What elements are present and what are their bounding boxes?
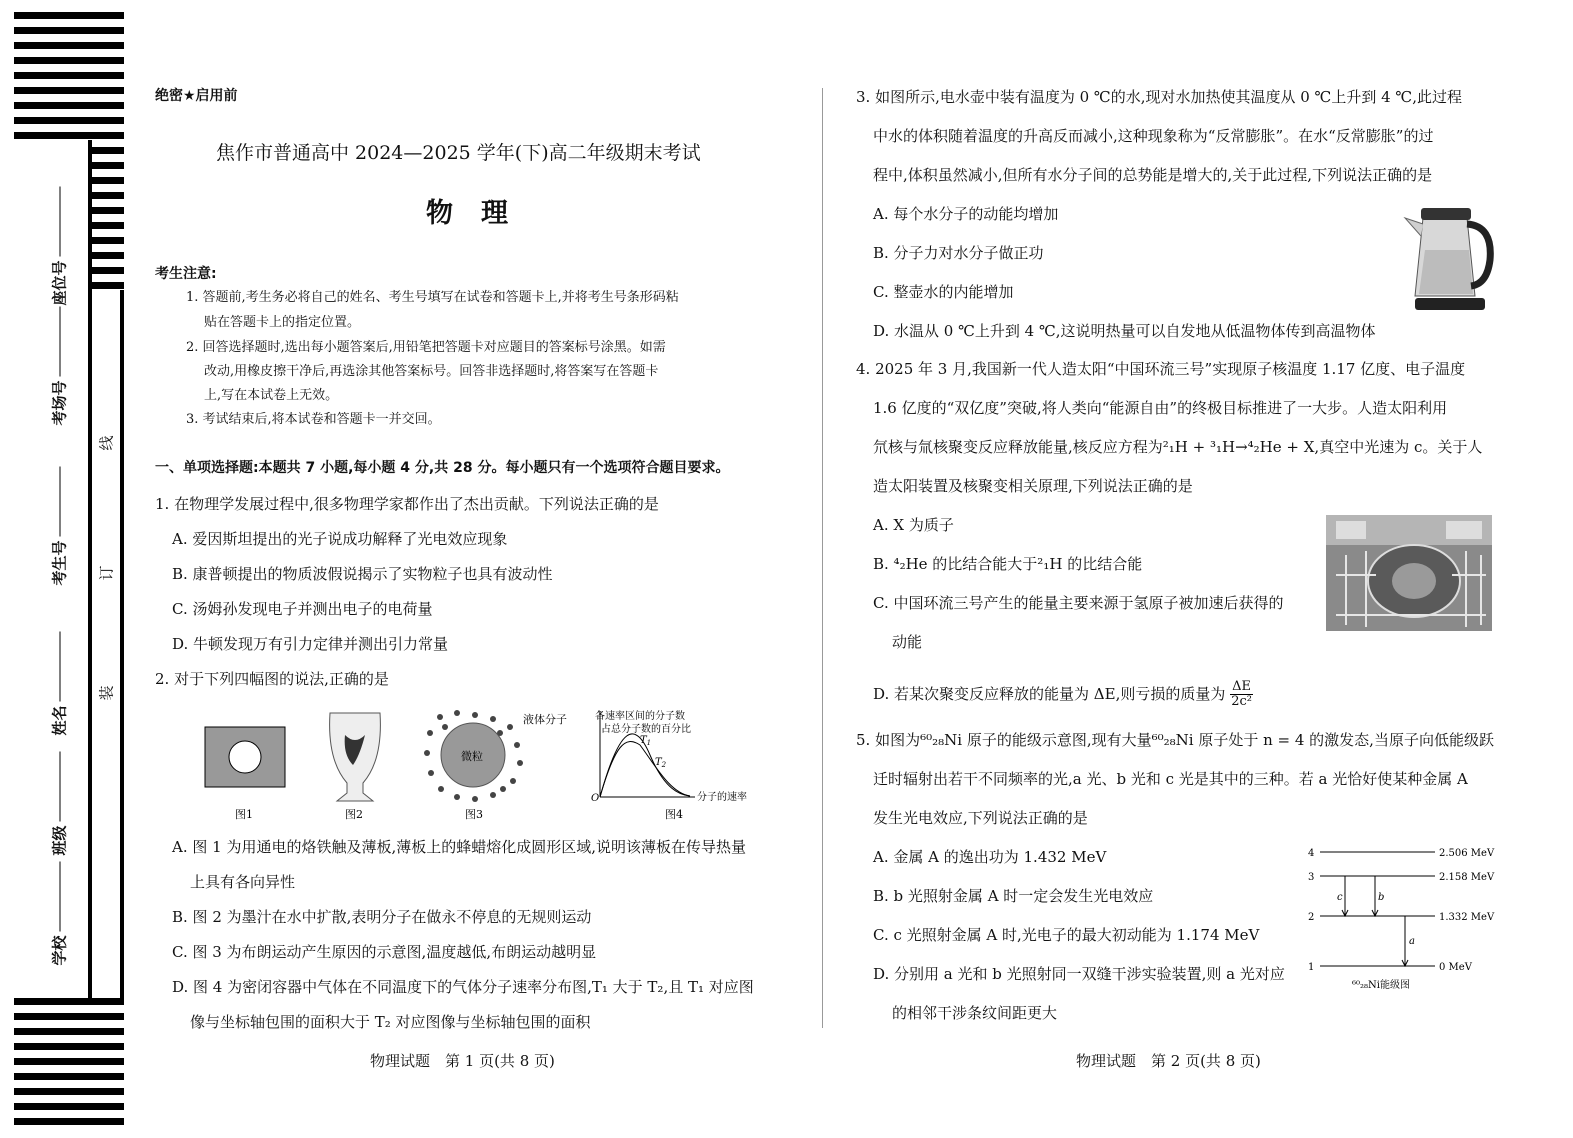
footer-page-2: 物理试题 第 2 页(共 8 页) (1076, 1052, 1261, 1070)
fig4-origin: O (591, 793, 600, 804)
tokamak-image (1326, 515, 1492, 631)
fig4-ylabel-2: 占总分子数的百分比 (601, 724, 691, 735)
transition-b-label: b (1378, 892, 1385, 903)
fig2-label: 图2 (345, 808, 363, 821)
q1-option-c: C. 汤姆孙发现电子并测出电子的电荷量 (172, 600, 433, 618)
binding-mark-line: 线 (97, 435, 116, 451)
section-heading: 一、单项选择题:本题共 7 小题,每小题 4 分,共 28 分。每小题只有一个选项符合题目要求。 (155, 460, 730, 476)
notice-heading: 考生注意: (155, 266, 217, 282)
transition-a-label: a (1409, 936, 1415, 947)
notice-item: 1. 答题前,考生务必将自己的姓名、考生号填写在试卷和答题卡上,并将考生号条形码粘 (186, 290, 679, 305)
notice-item: 贴在答题卡上的指定位置。 (204, 315, 361, 330)
q2-option-d-cont: 像与坐标轴包围的面积大于 T₂ 对应图像与坐标轴包围的面积 (190, 1013, 591, 1031)
secret-label: 绝密★启用前 (155, 88, 238, 104)
field-school: 学校 (49, 856, 70, 966)
q3-option-b: B. 分子力对水分子做正功 (873, 244, 1044, 262)
q5-option-d: D. 分别用 a 光和 b 光照射同一双缝干涉实验装置,则 a 光对应 (873, 965, 1285, 983)
q5-option-c: C. c 光照射金属 A 时,光电子的最大初动能为 1.174 MeV (873, 926, 1260, 944)
q4-option-a: A. X 为质子 (873, 516, 954, 534)
level-n-1: 1 (1308, 962, 1315, 973)
q3-option-a: A. 每个水分子的动能均增加 (873, 205, 1059, 223)
fig3-molecule-label: 液体分子 (523, 713, 567, 726)
q3-option-c: C. 整壶水的内能增加 (873, 283, 1014, 301)
level-n-4: 4 (1308, 848, 1315, 859)
column-divider (822, 88, 823, 1028)
fig4-t2: $T_2$ (655, 757, 667, 769)
field-exam-id: 考生号 (49, 476, 70, 586)
q4-option-c: C. 中国环流三号产生的能量主要来源于氢原子被加速后获得的 (873, 594, 1284, 612)
diagram-caption: ⁶⁰₂₈Ni能级图 (1352, 980, 1410, 991)
q5-option-b: B. b 光照射金属 A 时一定会发生光电效应 (873, 887, 1154, 905)
q4-stem-2: 1.6 亿度的“双亿度”突破,将人类向“能源自由”的终极目标推进了一大步。人造太阳利用 (873, 399, 1448, 417)
footer-page-1: 物理试题 第 1 页(共 8 页) (370, 1052, 555, 1070)
mass-fraction: $\frac{\Delta E}{\text{2c²}}$ (1231, 679, 1252, 710)
fig4-ylabel-1: 各速率区间的分子数 (595, 711, 685, 722)
q5-stem-2: 迁时辐射出若干不同频率的光,a 光、b 光和 c 光是其中的三种。若 a 光恰好使某种金属 A (873, 770, 1468, 788)
notice-item: 2. 回答选择题时,选出每小题答案后,用铅笔把答题卡对应题目的答案标号涂黑。如需 (186, 340, 666, 355)
q1-option-a: A. 爱因斯坦提出的光子说成功解释了光电效应现象 (172, 530, 508, 548)
q4-stem-3: 氘核与氚核聚变反应释放能量,核反应方程为²₁H + ³₁H→⁴₂He + X,真空中光速为 c。关于人 (873, 438, 1483, 456)
field-class: 班级 (49, 746, 70, 856)
q3-stem-3: 程中,体积虽然减小,但所有水分子间的总势能是增大的,关于此过程,下列说法正确的是 (873, 166, 1433, 184)
q3-option-d: D. 水温从 0 ℃上升到 4 ℃,这说明热量可以自发地从低温物体传到高温物体 (873, 322, 1376, 340)
level-energy-2: 1.332 MeV (1439, 912, 1495, 923)
fig4-curve-t2 (600, 742, 690, 797)
q5-option-d-cont: 的相邻干涉条纹间距更大 (892, 1004, 1058, 1022)
binding-mark-staple: 订 (97, 565, 116, 581)
fig3-particle-label: 微粒 (461, 750, 483, 763)
notice-item: 3. 考试结束后,将本试卷和答题卡一并交回。 (186, 412, 441, 427)
q1-option-d: D. 牛顿发现万有引力定律并测出引力常量 (172, 635, 449, 653)
q3-stem-1: 3. 如图所示,电水壶中装有温度为 0 ℃的水,现对水加热使其温度从 0 ℃上升到 4 ℃,此过程 (856, 88, 1462, 106)
fig1-melt-circle (229, 741, 261, 773)
binding-mark-bind: 装 (97, 685, 116, 701)
fig4-xlabel: 分子的速率 (697, 792, 747, 803)
exam-title: 焦作市普通高中 2024—2025 学年(下)高二年级期末考试 (216, 142, 701, 164)
q5-stem-3: 发生光电效应,下列说法正确的是 (873, 809, 1088, 827)
level-n-3: 3 (1308, 872, 1315, 883)
fig4-t1: $T_1$ (640, 735, 652, 747)
q2-stem: 2. 对于下列四幅图的说法,正确的是 (155, 670, 389, 688)
q2-option-b: B. 图 2 为墨汁在水中扩散,表明分子在做永不停息的无规则运动 (172, 908, 592, 926)
q5-stem-1: 5. 如图为⁶⁰₂₈Ni 原子的能级示意图,现有大量⁶⁰₂₈Ni 原子处于 n = 4 的激发态,当原子向低能级跃 (856, 731, 1494, 749)
fig3-label: 图3 (465, 808, 483, 821)
q4-stem-4: 造太阳装置及核聚变相关原理,下列说法正确的是 (873, 477, 1193, 495)
q4-option-c-cont: 动能 (892, 633, 923, 651)
fig1-label: 图1 (235, 808, 253, 821)
q1-option-b: B. 康普顿提出的物质波假说揭示了实物粒子也具有波动性 (172, 565, 553, 583)
notice-item: 改动,用橡皮擦干净后,再选涂其他答案标号。回答非选择题时,将答案写在答题卡 (204, 364, 659, 379)
energy-level-diagram (1300, 840, 1500, 996)
level-energy-4: 2.506 MeV (1439, 848, 1495, 859)
q2-option-a: A. 图 1 为用通电的烙铁触及薄板,薄板上的蜂蜡熔化成圆形区域,说明该薄板在传导热量 (172, 838, 746, 856)
q5-option-a: A. 金属 A 的逸出功为 1.432 MeV (873, 848, 1107, 866)
q3-stem-2: 中水的体积随着温度的升高反而减小,这种现象称为“反常膨胀”。在水“反常膨胀”的过 (873, 127, 1434, 145)
q4-option-d: D. 若某次聚变反应释放的能量为 ΔE,则亏损的质量为 $\frac{\Delta E}{\text{2c²}}$ (873, 679, 1252, 710)
level-energy-1: 0 MeV (1439, 962, 1472, 973)
field-room: 考场号 (49, 316, 70, 426)
subject-title: 物理 (426, 198, 536, 229)
q2-option-d: D. 图 4 为密闭容器中气体在不同温度下的气体分子速率分布图,T₁ 大于 T₂,且 T₁ 对应图 (172, 978, 754, 996)
q4-option-b: B. ⁴₂He 的比结合能大于²₁H 的比结合能 (873, 555, 1143, 573)
field-name: 姓名 (49, 626, 70, 736)
level-n-2: 2 (1308, 912, 1315, 923)
q2-option-a-cont: 上具有各向异性 (190, 873, 296, 891)
level-energy-3: 2.158 MeV (1439, 872, 1495, 883)
q4-stem-1: 4. 2025 年 3 月,我国新一代人造太阳“中国环流三号”实现原子核温度 1.17 亿度、电子温度 (856, 360, 1466, 378)
q2-option-c: C. 图 3 为布朗运动产生原因的示意图,温度越低,布朗运动越明显 (172, 943, 597, 961)
kettle-image (1395, 200, 1495, 312)
notice-item: 上,写在本试卷上无效。 (204, 388, 339, 403)
q2-figures (195, 705, 765, 825)
field-seat: 座位号 (49, 196, 70, 306)
transition-c-label: c (1337, 892, 1343, 903)
q1-stem: 1. 在物理学发展过程中,很多物理学家都作出了杰出贡献。下列说法正确的是 (155, 495, 659, 513)
fig4-label: 图4 (665, 808, 683, 821)
